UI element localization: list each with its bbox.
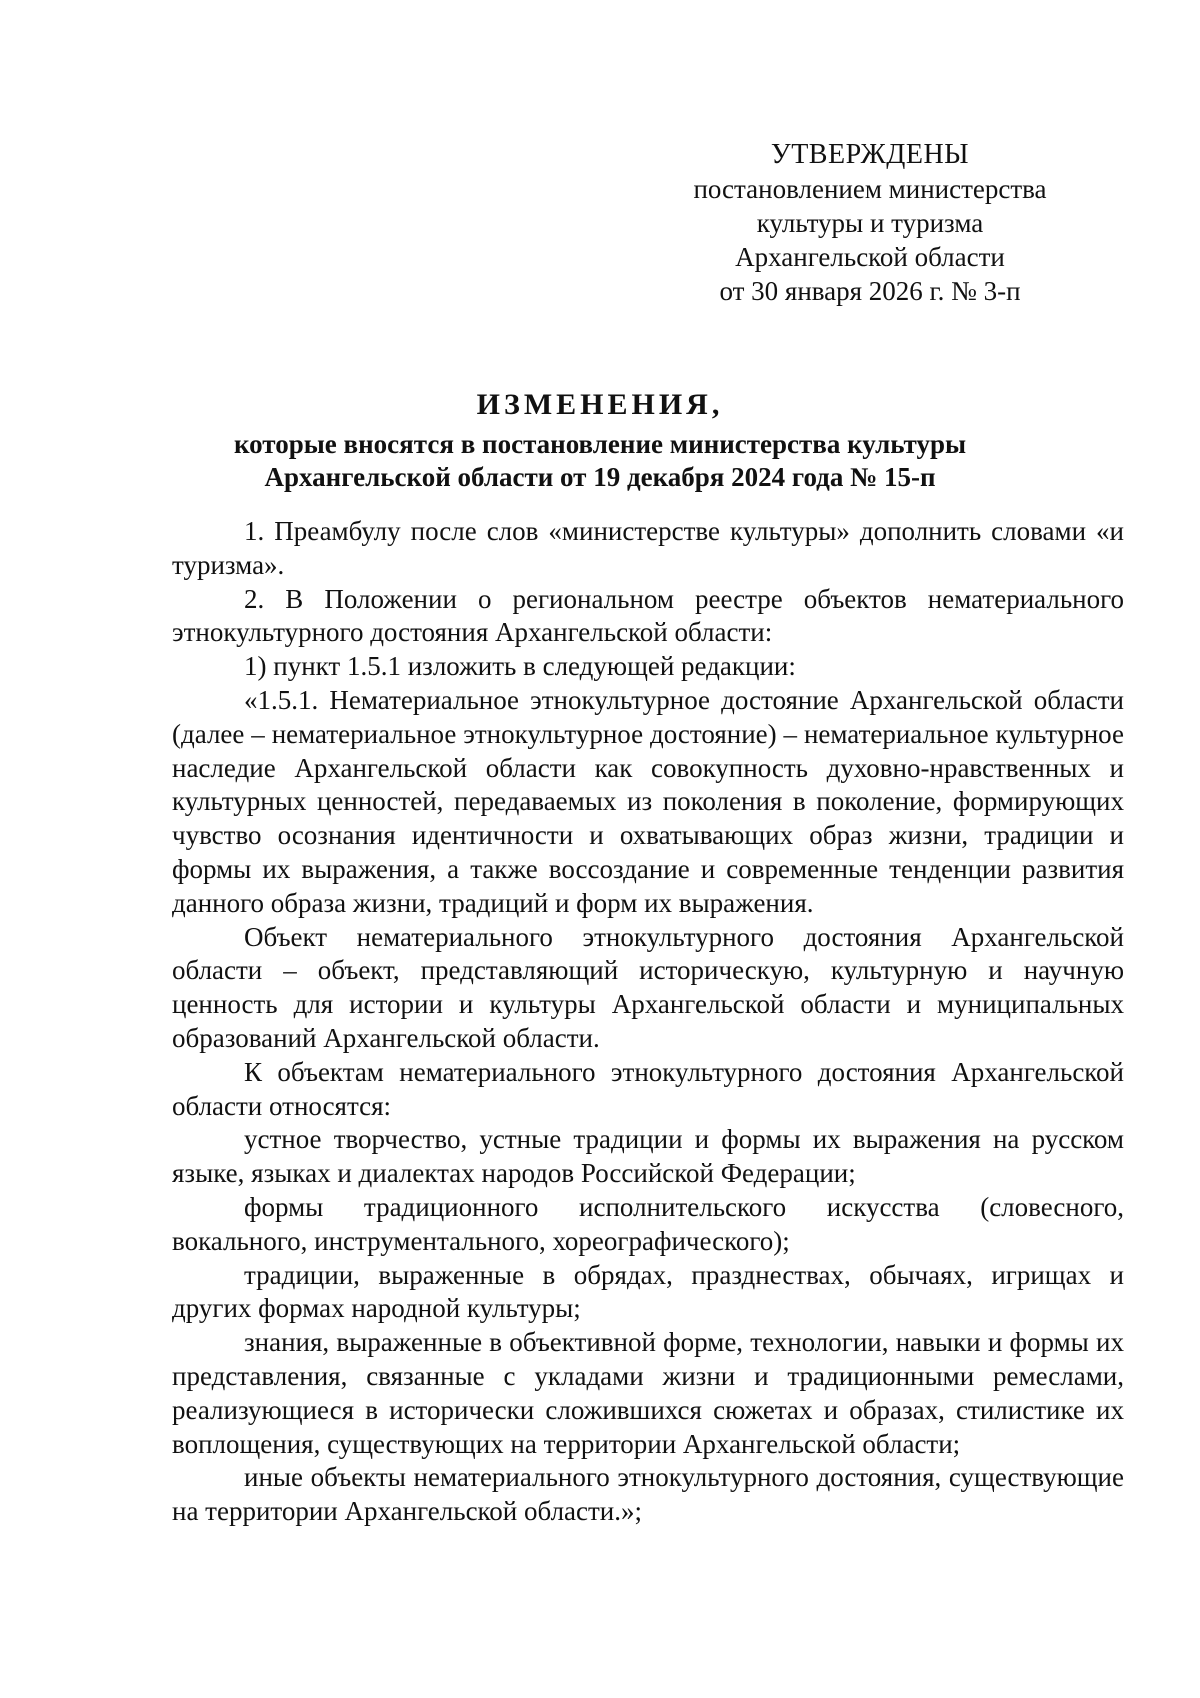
approval-line: постановлением министерства [693, 174, 1047, 204]
document-title: ИЗМЕНЕНИЯ, [476, 388, 724, 421]
paragraph: формы традиционного исполнительского искусства (словесного, вокального, инструментального, хореографического); [172, 1191, 1124, 1256]
paragraph: традиции, выраженные в обрядах, празднествах, обычаях, игрищах и других формах народной культуры; [172, 1259, 1124, 1324]
paragraph: «1.5.1. Нематериальное этнокультурное достояние Архангельской области (далее – нематериальное этнокультурное достояние) – нематериальное культурное наследие Архангельской области как совокупность духовно-нравственных и культурных ценностей, передаваемых из поколения в поколение, формирующих чувство осознания идентичности и охватывающих образ жизни, традиции и формы их выражения, а также воссоздание и современные тенденции развития данного образа жизни, традиций и форм их выражения. [172, 684, 1124, 918]
subtitle-line: Архангельской области от 19 декабря 2024 года № 15-п [264, 462, 936, 492]
document-subtitle [0, 428, 1200, 494]
paragraph: 2. В Положении о региональном реестре объектов нематериального этнокультурного достояния Архангельской области: [172, 583, 1124, 648]
approval-heading: УТВЕРЖДЕНЫ [770, 139, 970, 170]
paragraph: иные объекты нематериального этнокультурного достояния, существующие на территории Архангельской области.»; [172, 1462, 1124, 1527]
approval-date-line: от 30 января 2026 г. № 3-п [719, 276, 1021, 306]
paragraph: 1. Преамбулу после слов «министерстве культуры» дополнить словами «и туризма». [172, 516, 1124, 580]
paragraph: 1) пункт 1.5.1 изложить в следующей редакции: [244, 651, 796, 682]
approval-line: Архангельской области [735, 242, 1005, 272]
document-body [172, 515, 1124, 1529]
paragraph: знания, выраженные в объективной форме, технологии, навыки и формы их представления, связанные с укладами жизни и традиционными ремеслами, реализующиеся в исторически сложившихся сюжетах и образах, стилистике их воплощения, существующих на территории Архангельской области; [172, 1327, 1124, 1459]
paragraph: устное творчество, устные традиции и формы их выражения на русском языке, языках и диалектах народов Российской Федерации; [172, 1124, 1124, 1189]
subtitle-line: которые вносятся в постановление министерства культуры [233, 429, 967, 459]
paragraph: К объектам нематериального этнокультурного достояния Архангельской области относятся: [172, 1056, 1124, 1121]
paragraph: Объект нематериального этнокультурного достояния Архангельской области – объект, представляющий историческую, культурную и научную ценность для истории и культуры Архангельской области и муниципальных образований Архангельской области. [172, 921, 1124, 1053]
approval-stamp [660, 138, 1080, 308]
approval-line: культуры и туризма [756, 208, 984, 238]
